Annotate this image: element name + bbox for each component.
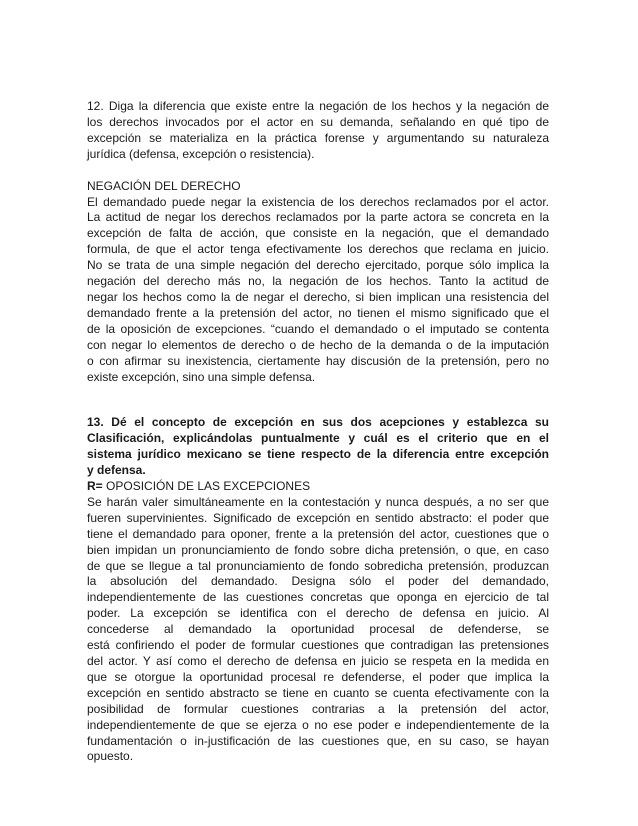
answer-line: poder. La excepción se identifica con el derecho de defensa en juicio. Al (87, 606, 549, 621)
question-12-line: los derechos invocados por el actor en su demanda, señalando en qué tipo de (87, 114, 549, 129)
answer-line: está confiriendo el poder de formular cuestiones que contradigan las pretensiones (87, 638, 549, 653)
negacion-line: excepción de falta de acción, que consiste en la negación, que el demandado (87, 226, 549, 241)
negacion-line: de la oposición de excepciones. “cuando el demandado o el imputado se contenta (87, 321, 549, 336)
negacion-line: negar los hechos como la de negar el derecho, si bien implican una resistencia del (87, 289, 549, 304)
answer-line: fundamentación o in-justificación de las cuestiones que, en su caso, se hayan (87, 733, 549, 748)
question-13 (87, 415, 549, 479)
negacion-line: El demandado puede negar la existencia de los derechos reclamados por el actor. (87, 194, 549, 209)
answer-line: tiene el demandado para oponer, frente a la pretensión del actor, cuestiones que o (87, 526, 549, 541)
answer-line: que se otorgue la oportunidad procesal re defenderse, el poder que implica la (87, 669, 549, 684)
answer-line: independientemente de que se ejerza o no ese poder e independientemente de la (87, 717, 549, 732)
answer-line: concederse al demandado la oportunidad procesal de defenderse, se (87, 622, 549, 637)
negacion-line: con negar lo elementos de derecho o de hecho de la demanda o de la imputación (87, 337, 549, 352)
answer-prefix: R= (87, 479, 103, 494)
answer-line: de que se llegue a tal pronunciamiento de fondo sobredicha pretensión, produzcan (87, 558, 549, 573)
question-12-line: jurídica (defensa, excepción o resistencia). (87, 146, 315, 161)
negacion-line: existe excepción, sino una simple defensa. (87, 369, 316, 384)
question-12-line: 12. Diga la diferencia que existe entre la negación de los hechos y la negación de (87, 99, 549, 113)
negacion-line: negación del derecho más no, la negación de los hechos. Tanto la actitud de (87, 274, 549, 289)
answer-line: fueren supervinientes. Significado de excepción en sentido abstracto: el poder que (87, 510, 549, 525)
question-13-line: Clasificación, explicándolas puntualmente y cuál es el criterio que en el (87, 431, 549, 446)
answer-line: Se harán valer simultáneamente en la contestación y nunca después, a no ser que (87, 494, 549, 509)
question-13-line: y defensa. (87, 463, 146, 478)
negacion-line: o con afirmar su inexistencia, ciertamente hay discusión de la pretensión, pero no (87, 353, 549, 368)
answer-line: posibilidad de formular cuestiones contrarias a la pretensión del actor, (87, 701, 549, 716)
question-13-line: 13. Dé el concepto de excepción en sus dos acepciones y establezca su (87, 415, 549, 430)
negacion-heading: NEGACIÓN DEL DERECHO (87, 178, 241, 193)
negacion-line: demandado frente a la pretensión del actor, no tienen el mismo significado que el (87, 305, 549, 320)
answer-line: bien impidan un pronunciamiento de fondo sobre dicha pretensión, o que, en caso (87, 542, 549, 557)
answer-line: la absolución del demandado. Designa sólo el poder del demandado, (87, 574, 549, 589)
document-body (87, 99, 549, 765)
answer-line: excepción en sentido abstracto se tiene en cuanto se cuenta efectivamente con la (87, 685, 549, 700)
question-13-line: sistema jurídico mexicano se tiene respecto de la diferencia entre excepción (87, 447, 549, 462)
question-12-line: excepción se materializa en la práctica forense y argumentando su naturaleza (87, 130, 549, 145)
negacion-line: La actitud de negar los derechos reclamados por la parte actora se concreta en la (87, 210, 549, 225)
answer-line: del actor. Y así como el derecho de defensa en juicio se respeta en la medida en (87, 654, 549, 668)
answer-section (87, 479, 549, 765)
question-12 (87, 99, 549, 163)
answer-heading (87, 479, 549, 495)
negacion-line: No se trata de una simple negación del derecho ejercitado, porque sólo implica la (87, 258, 549, 273)
answer-line: independientemente de las cuestiones concretas que oponga en ejercicio de tal (87, 590, 549, 605)
negacion-line: formula, de que el actor tenga efectivamente los derechos que reclama en juicio. (87, 242, 549, 257)
answer-heading-text: OPOSICIÓN DE LAS EXCEPCIONES (102, 479, 311, 494)
negacion-section (87, 179, 549, 386)
answer-line: opuesto. (87, 749, 134, 764)
